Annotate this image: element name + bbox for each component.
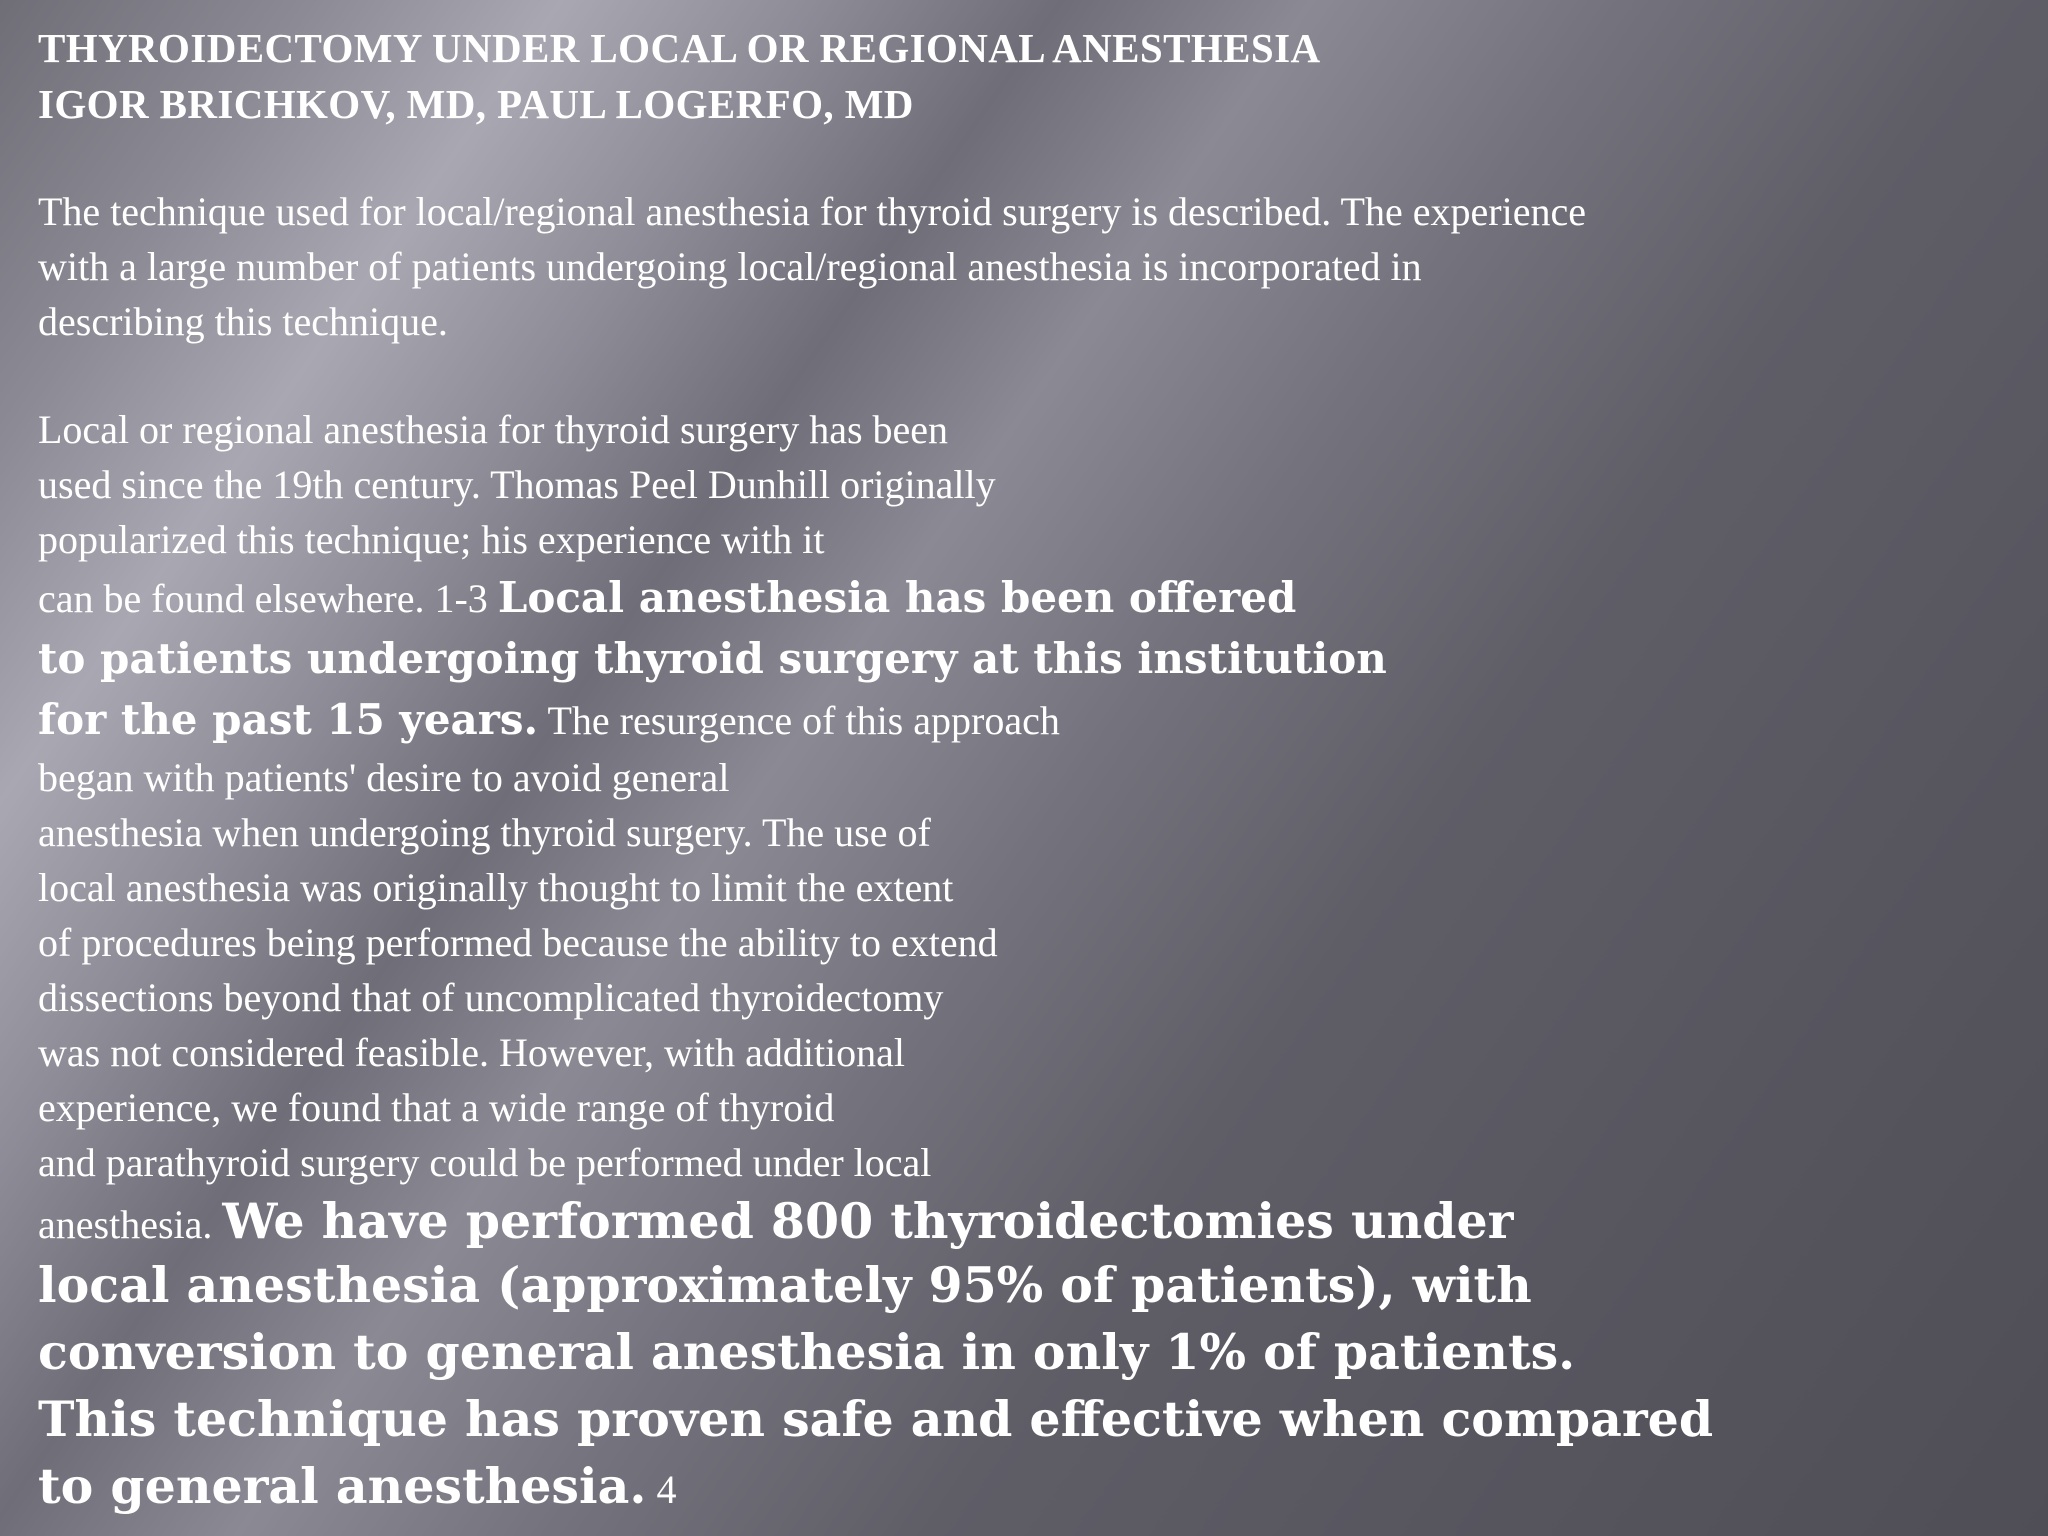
body-line: dissections beyond that of uncomplicated thyroidectomy (38, 975, 944, 1020)
body-line: local anesthesia was originally thought to limit the extent (38, 865, 954, 910)
article-authors: IGOR BRICHKOV, MD, PAUL LOGERFO, MD (38, 81, 914, 127)
body-line: used since the 19th century. Thomas Peel Dunhill originally (38, 462, 996, 507)
body-text-emphasis: to patients undergoing thyroid surgery at this institution (38, 634, 1387, 683)
body-line (38, 1252, 1713, 1319)
body-text-emphasis: We have performed 800 thyroidectomies under (222, 1192, 1514, 1250)
body-text-emphasis: local anesthesia (approximately 95% of patients), with (38, 1256, 1532, 1314)
body-line (38, 1319, 1713, 1386)
body-text-normal: anesthesia. (38, 1202, 223, 1247)
body-line: popularized this technique; his experience with it (38, 517, 825, 562)
body-text-emphasis: conversion to general anesthesia in only 1% of patients. (38, 1323, 1576, 1381)
body-line (38, 1386, 1713, 1453)
abstract-line: with a large number of patients undergoing local/regional anesthesia is incorporated in (38, 244, 1422, 289)
abstract-line: describing this technique. (38, 299, 448, 344)
body-line (38, 1190, 1713, 1252)
body-text-emphasis: Local anesthesia has been offered (497, 573, 1297, 622)
body-text-normal: The resurgence of this approach (538, 698, 1060, 743)
article-title: THYROIDECTOMY UNDER LOCAL OR REGIONAL ANESTHESIA (38, 25, 1321, 71)
body-line (38, 1453, 1713, 1520)
body-line: was not considered feasible. However, with additional (38, 1030, 906, 1075)
body-line: of procedures being performed because the ability to extend (38, 920, 998, 965)
body-line (38, 689, 1713, 750)
body-line: and parathyroid surgery could be performed under local (38, 1140, 932, 1185)
body-text-normal: can be found elsewhere. 1-3 (38, 576, 498, 621)
body-text-emphasis: This technique has proven safe and effective when compared (38, 1390, 1714, 1448)
body-line: Local or regional anesthesia for thyroid surgery has been (38, 407, 949, 452)
body-line: began with patients' desire to avoid general (38, 755, 730, 800)
body-line (38, 567, 1713, 628)
body-line: anesthesia when undergoing thyroid surgery. The use of (38, 810, 931, 855)
abstract-line: The technique used for local/regional anesthesia for thyroid surgery is described. The experience (38, 189, 1586, 234)
body-line (38, 628, 1713, 689)
body-text-emphasis: to general anesthesia. (38, 1457, 647, 1515)
abstract-paragraph (38, 184, 1586, 349)
body-text-normal: 4 (646, 1467, 677, 1512)
body-paragraph (38, 402, 1713, 1520)
slide-header (38, 20, 1320, 132)
body-text-emphasis: for the past 15 years. (38, 695, 539, 744)
body-line: experience, we found that a wide range of thyroid (38, 1085, 835, 1130)
